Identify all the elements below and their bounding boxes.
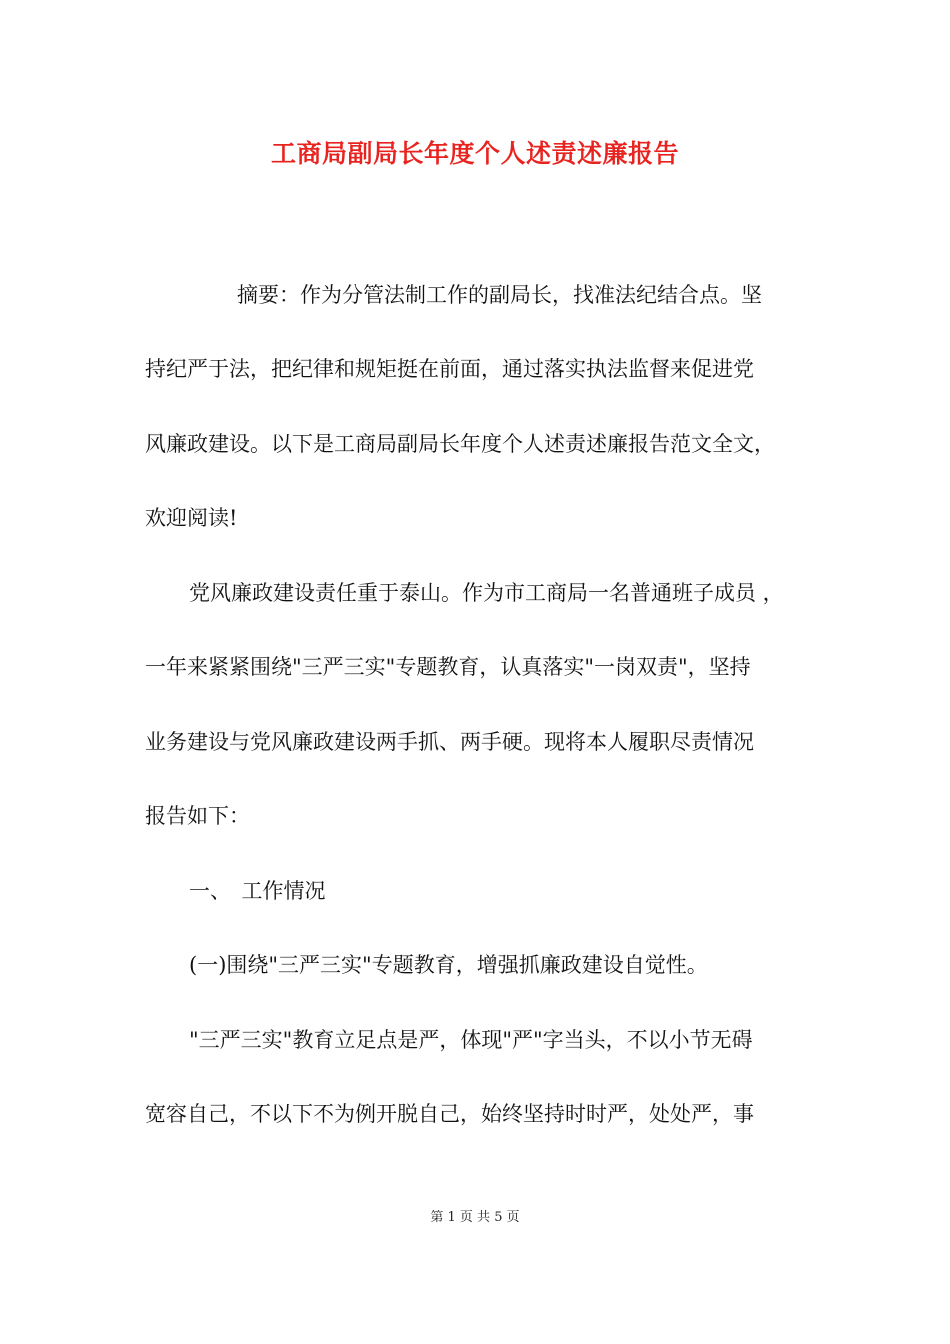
paragraph-line: "三严三实"教育立足点是严，体现"严"字当头，不以小节无碍 — [189, 1028, 753, 1052]
document-title: 工商局副局长年度个人述责述廉报告 — [270, 139, 679, 168]
paragraph-line: 摘要：作为分管法制工作的副局长，找准法纪结合点。坚 — [237, 283, 762, 307]
paragraph-line: 欢迎阅读! — [145, 506, 238, 530]
paragraph-line: 持纪严于法，把纪律和规矩挺在前面，通过落实执法监督来促进党 — [145, 357, 754, 381]
page-number-footer: 第 1 页 共 5 页 — [430, 1210, 520, 1225]
paragraph-line: 党风廉政建设责任重于泰山。作为市工商局一名普通班子成员 ， — [189, 581, 784, 605]
paragraph-line: 一年来紧紧围绕"三严三实"专题教育，认真落实"一岗双责"，坚持 — [145, 655, 751, 679]
paragraph-line: 业务建设与党风廉政建设两手抓、两手硬。现将本人履职尽责情况 — [145, 730, 754, 754]
paragraph-line: 风廉政建设。以下是工商局副局长年度个人述责述廉报告范文全文， — [145, 432, 775, 456]
paragraph-line: 报告如下： — [145, 804, 250, 828]
paragraph-line: 宽容自己，不以下不为例开脱自己，始终坚持时时严，处处严，事 — [145, 1102, 754, 1126]
subsection-heading: (一)围绕"三严三实"专题教育，增强抓廉政建设自觉性。 — [189, 953, 708, 977]
section-heading: 一、 工作情况 — [189, 879, 326, 903]
